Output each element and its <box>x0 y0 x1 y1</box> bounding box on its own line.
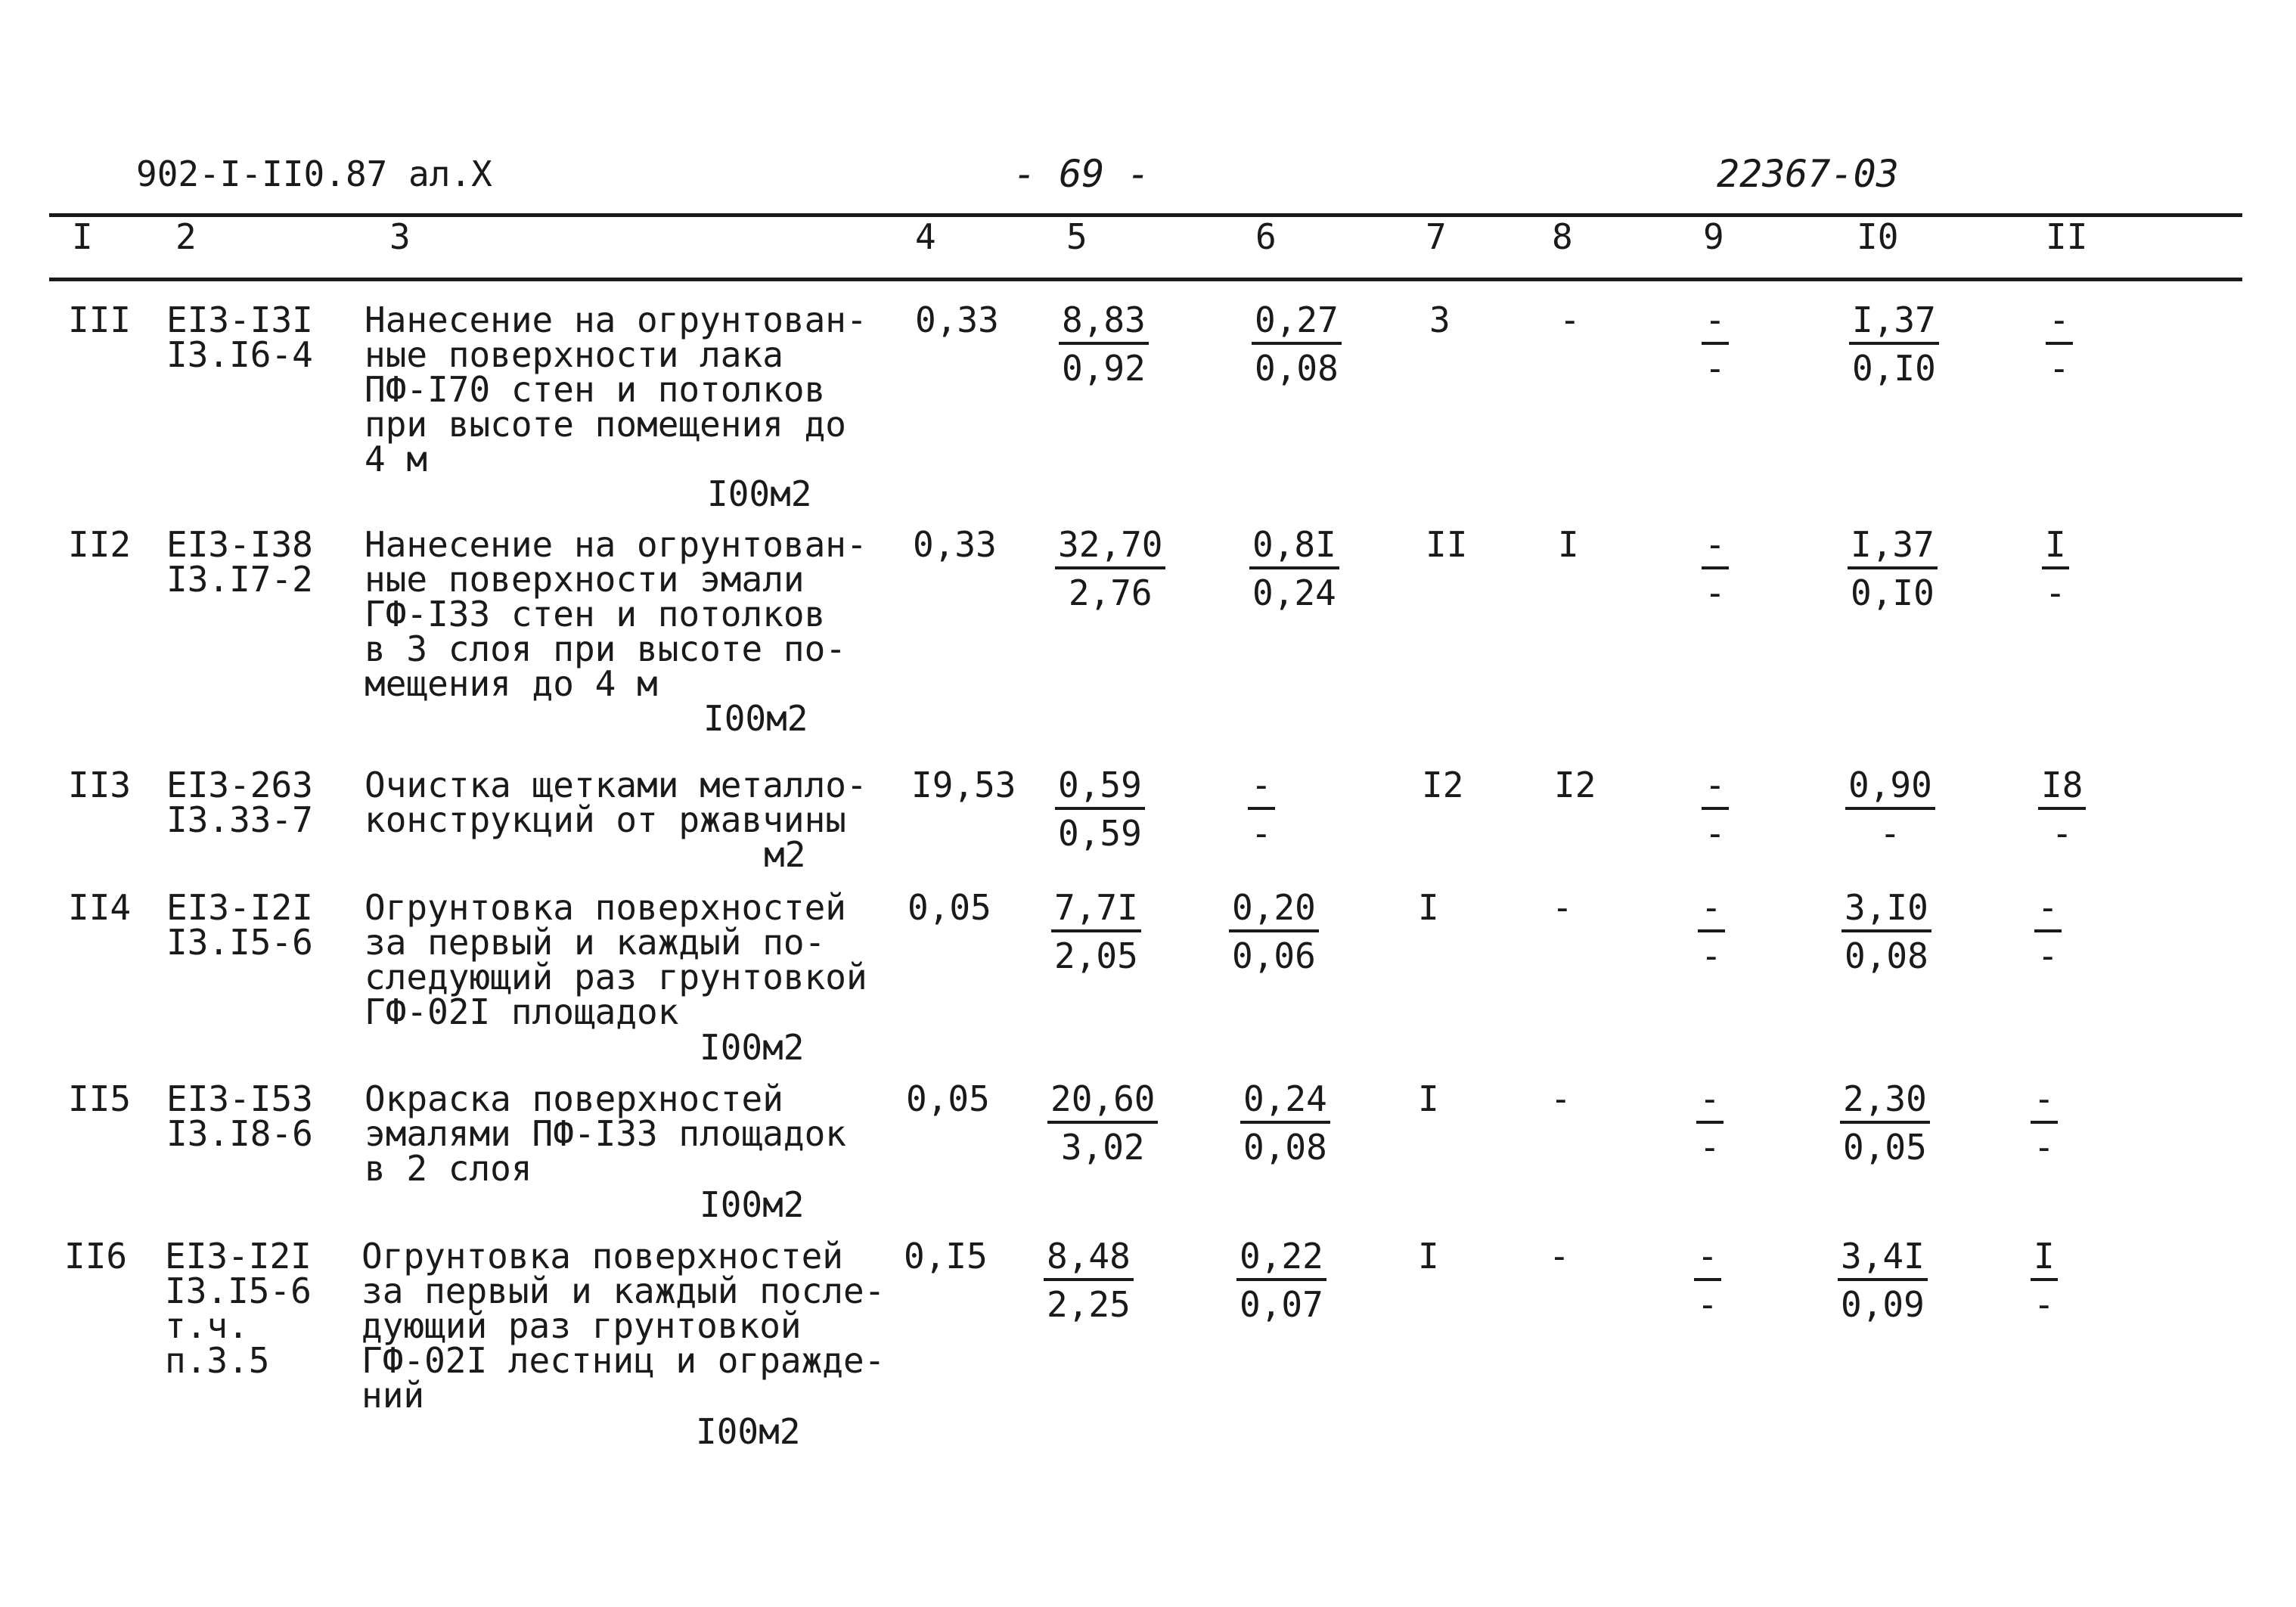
column-number: 3 <box>389 216 411 257</box>
norm-code: EI3-I2I I3.I5-6 <box>166 887 313 963</box>
fraction-bottom: - <box>1701 935 1722 976</box>
fraction-col11 <box>2046 299 2073 389</box>
fraction-bottom: 0,05 <box>1843 1127 1927 1168</box>
fraction-top: - <box>1248 768 1275 810</box>
quantity: 0,05 <box>908 887 991 928</box>
fraction-top: - <box>1702 527 1729 569</box>
fraction-col9 <box>1702 299 1729 389</box>
column-number: 8 <box>1552 216 1573 257</box>
fraction-top: 3,4I <box>1838 1239 1928 1281</box>
fraction-top: 2,30 <box>1840 1081 1930 1124</box>
quantity: 0,33 <box>913 524 997 565</box>
fraction-col9 <box>1702 524 1729 613</box>
fraction-col11 <box>2038 765 2086 854</box>
fraction-top: - <box>1698 890 1725 932</box>
fraction-top: 32,70 <box>1055 527 1165 569</box>
quantity: 0,33 <box>915 299 999 340</box>
column-number: I0 <box>1857 216 1899 257</box>
fraction-col5 <box>1044 1236 1134 1325</box>
fraction-bottom: - <box>1879 813 1901 854</box>
document-code: 902-I-II0.87 ал.Х <box>136 154 492 194</box>
fraction-top: I <box>2042 527 2069 569</box>
fraction-top: I8 <box>2038 768 2086 810</box>
fraction-top: I,37 <box>1849 302 1939 345</box>
fraction-col5 <box>1055 524 1165 613</box>
fraction-bottom: - <box>1705 813 1726 854</box>
row-number: II4 <box>68 887 132 928</box>
col8-value: I2 <box>1554 765 1596 805</box>
fraction-col6 <box>1236 1236 1326 1325</box>
fraction-top: - <box>1702 768 1729 810</box>
fraction-top: 0,90 <box>1845 768 1935 810</box>
fraction-col6 <box>1249 524 1339 613</box>
fraction-col9 <box>1698 887 1725 976</box>
work-description: Окраска поверхностей эмалями ПФ-I33 площадок в 2 слоя <box>365 1078 846 1189</box>
fraction-top: 0,22 <box>1236 1239 1326 1281</box>
fraction-col5 <box>1047 1078 1158 1168</box>
row-number: II6 <box>64 1236 128 1277</box>
fraction-bottom: 0,I0 <box>1852 348 1936 389</box>
fraction-bottom: 0,06 <box>1232 935 1316 976</box>
column-number: 7 <box>1426 216 1447 257</box>
fraction-top: 0,59 <box>1055 768 1145 810</box>
fraction-col10 <box>1848 524 1938 613</box>
norm-code: EI3-I53 I3.I8-6 <box>166 1078 313 1154</box>
fraction-top: I,37 <box>1848 527 1938 569</box>
fraction-top: 8,83 <box>1059 302 1149 345</box>
row-number: II3 <box>68 765 132 805</box>
unit-of-measure: I00м2 <box>700 1027 805 1068</box>
fraction-bottom: - <box>1697 1284 1718 1325</box>
fraction-bottom: - <box>2049 348 2070 389</box>
column-number: 4 <box>915 216 936 257</box>
fraction-top: - <box>1702 302 1729 345</box>
unit-of-measure: I00м2 <box>700 1184 805 1225</box>
fraction-bottom: - <box>2034 1284 2055 1325</box>
fraction-top: 20,60 <box>1047 1081 1158 1124</box>
quantity: 0,I5 <box>904 1236 988 1277</box>
page-number: - 69 - <box>1013 152 1150 196</box>
fraction-top: - <box>1696 1081 1724 1124</box>
fraction-bottom: - <box>2037 935 2059 976</box>
work-description: Огрунтовка поверхностей за первый и каждый по- следующий раз грунтовкой ГФ-02I площадок <box>365 887 867 1032</box>
fraction-bottom: 0,08 <box>1255 348 1339 389</box>
norm-code: EI3-263 I3.33-7 <box>166 765 313 840</box>
column-number: 5 <box>1066 216 1087 257</box>
unit-of-measure: м2 <box>764 834 806 875</box>
fraction-col10 <box>1840 1078 1930 1168</box>
column-number: 2 <box>175 216 197 257</box>
col8-value: - <box>1549 1236 1570 1277</box>
column-number: II <box>2046 216 2088 257</box>
col7-value: I <box>1418 1078 1439 1119</box>
fraction-col6 <box>1248 765 1275 854</box>
fraction-col10 <box>1838 1236 1928 1325</box>
fraction-bottom: 0,08 <box>1243 1127 1327 1168</box>
unit-of-measure: I00м2 <box>703 698 808 739</box>
fraction-bottom: 0,24 <box>1252 572 1336 613</box>
work-description: Очистка щетками металло- конструкций от ржавчины <box>365 765 867 840</box>
fraction-col6 <box>1252 299 1342 389</box>
fraction-col9 <box>1694 1236 1721 1325</box>
fraction-bottom: 2,25 <box>1047 1284 1131 1325</box>
norm-code: EI3-I3I I3.I6-4 <box>166 299 313 375</box>
norm-code: EI3-I38 I3.I7-2 <box>166 524 313 600</box>
fraction-col5 <box>1051 887 1141 976</box>
fraction-top: - <box>2034 890 2062 932</box>
fraction-col6 <box>1240 1078 1330 1168</box>
fraction-bottom: 3,02 <box>1060 1127 1145 1168</box>
fraction-top: 8,48 <box>1044 1239 1134 1281</box>
fraction-bottom: 0,59 <box>1058 813 1142 854</box>
fraction-bottom: - <box>2034 1127 2055 1168</box>
fraction-bottom: - <box>2045 572 2066 613</box>
fraction-col10 <box>1841 887 1931 976</box>
row-number: II2 <box>68 524 132 565</box>
fraction-top: I <box>2031 1239 2058 1281</box>
work-description: Нанесение на огрунтован- ные поверхности эмали ГФ-I33 стен и потолков в 3 слоя при высоте по- мещения до 4 м <box>365 524 867 704</box>
column-number: 9 <box>1703 216 1724 257</box>
work-description: Огрунтовка поверхностей за первый и каждый после- дующий раз грунтовкой ГФ-02I лестниц и огражде- ний <box>361 1236 886 1416</box>
fraction-bottom: 2,05 <box>1054 935 1138 976</box>
fraction-col11 <box>2031 1078 2058 1168</box>
fraction-top: - <box>2046 302 2073 345</box>
fraction-col9 <box>1702 765 1729 854</box>
fraction-col11 <box>2042 524 2069 613</box>
col8-value: - <box>1550 1078 1572 1119</box>
fraction-top: 0,20 <box>1229 890 1319 932</box>
fraction-col9 <box>1696 1078 1724 1168</box>
unit-of-measure: I00м2 <box>707 473 812 514</box>
fraction-bottom: 0,I0 <box>1851 572 1935 613</box>
header-rule-bottom <box>49 278 2242 281</box>
unit-of-measure: I00м2 <box>696 1411 801 1452</box>
fraction-bottom: 0,09 <box>1841 1284 1925 1325</box>
col8-value: I <box>1558 524 1579 565</box>
fraction-top: 0,24 <box>1240 1081 1330 1124</box>
row-number: II5 <box>68 1078 132 1119</box>
fraction-bottom: 0,92 <box>1062 348 1146 389</box>
fraction-col6 <box>1229 887 1319 976</box>
fraction-col10 <box>1845 765 1935 854</box>
fraction-col11 <box>2034 887 2062 976</box>
fraction-bottom: 2,76 <box>1068 572 1153 613</box>
fraction-bottom: 0,08 <box>1845 935 1928 976</box>
header-rule-top <box>49 213 2242 217</box>
col8-value: - <box>1559 299 1581 340</box>
fraction-top: 3,I0 <box>1841 890 1931 932</box>
fraction-col10 <box>1849 299 1939 389</box>
quantity: I9,53 <box>911 765 1016 805</box>
fraction-bottom: - <box>1251 813 1272 854</box>
col8-value: - <box>1552 887 1573 928</box>
col7-value: 3 <box>1429 299 1451 340</box>
col7-value: II <box>1426 524 1468 565</box>
fraction-bottom: - <box>2051 813 2073 854</box>
fraction-top: 0,8I <box>1249 527 1339 569</box>
col7-value: I <box>1418 1236 1439 1277</box>
col7-value: I <box>1418 887 1439 928</box>
work-description: Нанесение на огрунтован- ные поверхности лака ПФ-I70 стен и потолков при высоте помещения до 4 м <box>365 299 867 479</box>
fraction-top: 0,27 <box>1252 302 1342 345</box>
fraction-col11 <box>2031 1236 2058 1325</box>
fraction-col5 <box>1059 299 1149 389</box>
fraction-top: 7,7I <box>1051 890 1141 932</box>
fraction-top: - <box>1694 1239 1721 1281</box>
norm-code: EI3-I2I I3.I5-6 т.ч. п.3.5 <box>165 1236 312 1381</box>
quantity: 0,05 <box>906 1078 990 1119</box>
fraction-top: - <box>2031 1081 2058 1124</box>
fraction-bottom: - <box>1705 572 1726 613</box>
fraction-bottom: - <box>1699 1127 1720 1168</box>
col7-value: I2 <box>1422 765 1464 805</box>
fraction-col5 <box>1055 765 1145 854</box>
fraction-bottom: - <box>1705 348 1726 389</box>
row-number: III <box>68 299 132 340</box>
column-number: I <box>72 216 93 257</box>
fraction-bottom: 0,07 <box>1240 1284 1323 1325</box>
column-number: 6 <box>1255 216 1277 257</box>
sheet-code: 22367-03 <box>1717 152 1899 196</box>
